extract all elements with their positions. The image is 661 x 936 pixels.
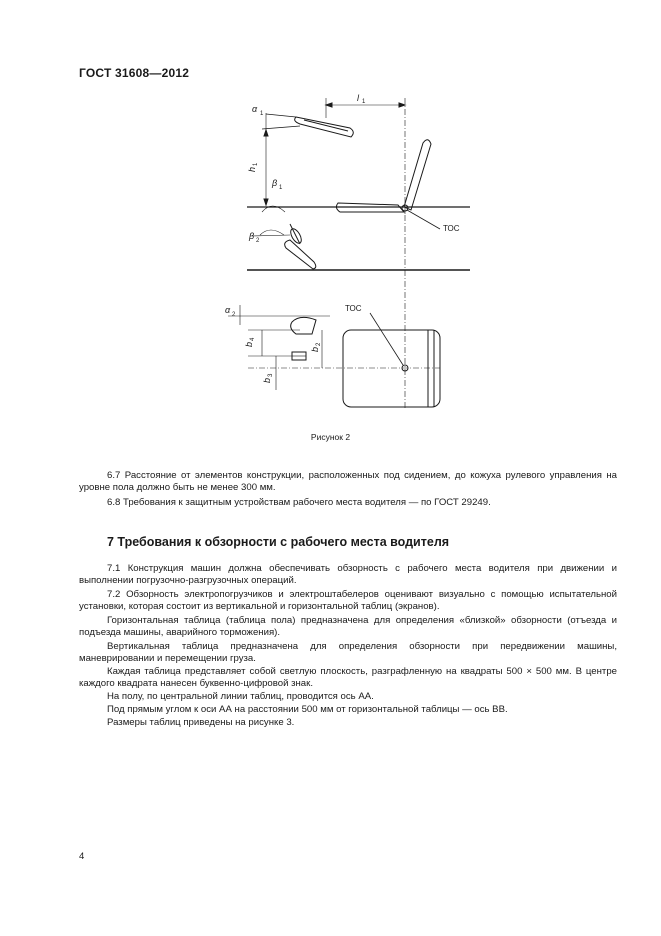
label-b2: b (310, 346, 320, 352)
seat-plan-view (343, 330, 440, 407)
page-number: 4 (79, 851, 85, 862)
paragraph-table-sizes: Размеры таблиц приведены на рисунке 3. (107, 717, 295, 728)
svg-text:2: 2 (232, 312, 236, 318)
paragraph-floor-axis: На полу, по центральной линии таблиц, проводится ось АА. (107, 691, 374, 702)
paragraph-horizontal-table: Горизонтальная таблица (таблица пола) предназначена для определения «близкой» обзорности (отъезда и подъезда машины, аварийного торможения). (79, 615, 617, 639)
svg-text:1: 1 (260, 111, 264, 117)
label-alpha2: α (225, 305, 231, 315)
steering-wheel-plan (291, 317, 316, 334)
figure-caption: Рисунок 2 (310, 432, 351, 442)
paragraph-right-angle-axis: Под прямым углом к оси АА на расстоянии 500 мм от горизонтальной таблицы — ось ВВ. (107, 704, 508, 715)
label-l1: l (357, 93, 359, 103)
paragraph-vertical-table: Вертикальная таблица предназначена для определения обзорности при передвижении машины, маневрировании и перемещении груза. (79, 641, 617, 665)
seat-side-view (336, 140, 431, 212)
figure-2-drawing (0, 0, 661, 440)
label-alpha1: α (252, 104, 258, 114)
label-beta1: β (272, 178, 278, 188)
paragraph-each-table: Каждая таблица представляет собой светлую плоскость, разграфленную на квадраты 500 × 500 мм. В центре каждого квадрата нанесен буквенно-цифровой знак. (79, 666, 617, 690)
svg-text:1: 1 (362, 99, 366, 105)
label-b3: b (262, 377, 272, 383)
paragraph-7-1: 7.1 Конструкция машин должна обеспечивать обзорность с рабочего места водителя при движении и выполнении погрузочно-разгрузочных операций. (79, 563, 617, 587)
label-h1: h (247, 166, 257, 172)
label-toc-plan: ТОС (345, 304, 362, 313)
document-header: ГОСТ 31608—2012 (79, 66, 190, 80)
svg-text:2: 2 (256, 238, 260, 244)
svg-text:1: 1 (279, 185, 283, 191)
pedal-side-view (285, 224, 316, 269)
steering-wheel-side (295, 117, 354, 137)
paragraph-6-8: 6.8 Требования к защитным устройствам рабочего места водителя — по ГОСТ 29249. (107, 497, 491, 508)
svg-text:3: 3 (268, 373, 274, 377)
label-beta2: β (249, 231, 255, 241)
section-7-title: 7 Требования к обзорности с рабочего места водителя (107, 535, 450, 549)
paragraph-7-2: 7.2 Обзорность электропогрузчиков и электроштабелеров оценивают визуально с помощью испытательной установки, которая состоит из вертикальной и горизонтальной таблиц (экранов). (79, 589, 617, 613)
svg-text:1: 1 (253, 162, 259, 166)
svg-text:4: 4 (250, 337, 256, 341)
label-toc-side: ТОС (443, 224, 460, 233)
label-b4: b (244, 341, 254, 347)
paragraph-6-7: 6.7 Расстояние от элементов конструкции, расположенных под сидением, до кожуха рулевого управления на уровне пола должно быть не менее 300 мм. (79, 470, 617, 494)
svg-text:2: 2 (316, 342, 322, 346)
